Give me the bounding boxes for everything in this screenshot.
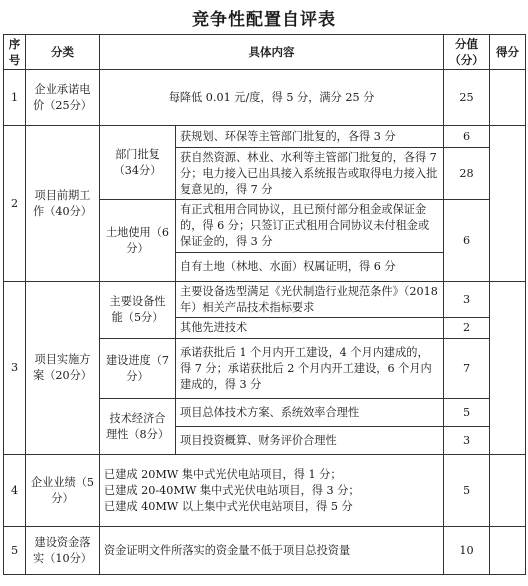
content-cell: 获自然资源、林业、水利等主管部门批复的，各得 7 分；电力接入已出具接入系统报告或取得电力接入批复意见的，得 7 分 [176,148,444,200]
category-cell: 项目前期工作（40分） [26,126,100,282]
score-cell: 5 [444,399,490,427]
header-obtained: 得分 [490,35,526,70]
score-cell: 25 [444,70,490,126]
table-row [4,455,526,527]
content-cell [100,455,444,527]
content-cell: 有正式租用合同协议，且已预付部分租金或保证金的，得 6 分；只签订正式租用合同协议未付租金或保证金的，得 3 分 [176,200,444,253]
table-row [4,527,526,575]
header-category: 分类 [26,35,100,70]
content-cell: 项目总体技术方案、系统效率合理性 [176,399,444,427]
obtained-cell[interactable] [490,126,526,282]
score-cell: 3 [444,427,490,455]
subcategory-cell: 土地使用（6分） [100,200,176,282]
content-cell: 自有土地（林地、水面）权属证明，得 6 分 [176,253,444,282]
obtained-cell[interactable] [490,70,526,126]
seq-cell: 1 [4,70,26,126]
score-cell: 3 [444,282,490,318]
table-row [4,126,526,148]
content-cell: 其他先进技术 [176,318,444,339]
table-row [4,70,526,126]
performance-line: 已建成 20MW 集中式光伏电站项目，得 1 分； [104,467,342,481]
score-cell: 2 [444,318,490,339]
score-cell: 6 [444,126,490,148]
subcategory-cell: 部门批复（34分） [100,126,176,200]
score-cell: 10 [444,527,490,575]
header-score: 分值（分） [444,35,490,70]
obtained-cell[interactable] [490,282,526,455]
content-cell: 每降低 0.01 元/度，得 5 分，满分 25 分 [100,70,444,126]
page-title: 竞争性配置自评表 [192,10,336,30]
score-cell: 6 [444,200,490,282]
content-cell: 获规划、环保等主管部门批复的，各得 3 分 [176,126,444,148]
content-cell: 承诺获批后 1 个月内开工建设，4 个月内建成的，得 7 分；承诺获批后 2 个月内开工建设，6 个月内建成的，得 3 分 [176,339,444,399]
header-seq: 序号 [4,35,26,70]
self-evaluation-table [3,34,526,575]
category-cell: 项目实施方案（20分） [26,282,100,455]
seq-cell: 2 [4,126,26,282]
obtained-cell[interactable] [490,455,526,527]
seq-cell: 5 [4,527,26,575]
performance-line: 已建成 40MW 以上集中式光伏电站项目，得 5 分 [104,499,353,513]
category-cell: 建设资金落实（10分） [26,527,100,575]
content-cell: 主要设备选型满足《光伏制造行业规范条件》（2018年）相关产品技术指标要求 [176,282,444,318]
category-cell: 企业承诺电价（25分） [26,70,100,126]
performance-line: 已建成 20-40MW 集中式光伏电站项目，得 3 分； [104,483,360,497]
score-cell: 5 [444,455,490,527]
score-cell: 28 [444,148,490,200]
content-cell: 项目投资概算、财务评价合理性 [176,427,444,455]
score-cell: 7 [444,339,490,399]
seq-cell: 3 [4,282,26,455]
subcategory-cell: 主要设备性能（5分） [100,282,176,339]
obtained-cell[interactable] [490,527,526,575]
seq-cell: 4 [4,455,26,527]
subcategory-cell: 建设进度（7分） [100,339,176,399]
content-cell: 资金证明文件所落实的资金量不低于项目总投资量 [100,527,444,575]
header-row [4,35,526,70]
subcategory-cell: 技术经济合理性（8分） [100,399,176,455]
category-cell: 企业业绩（5分） [26,455,100,527]
header-content: 具体内容 [100,35,444,70]
table-row [4,282,526,318]
